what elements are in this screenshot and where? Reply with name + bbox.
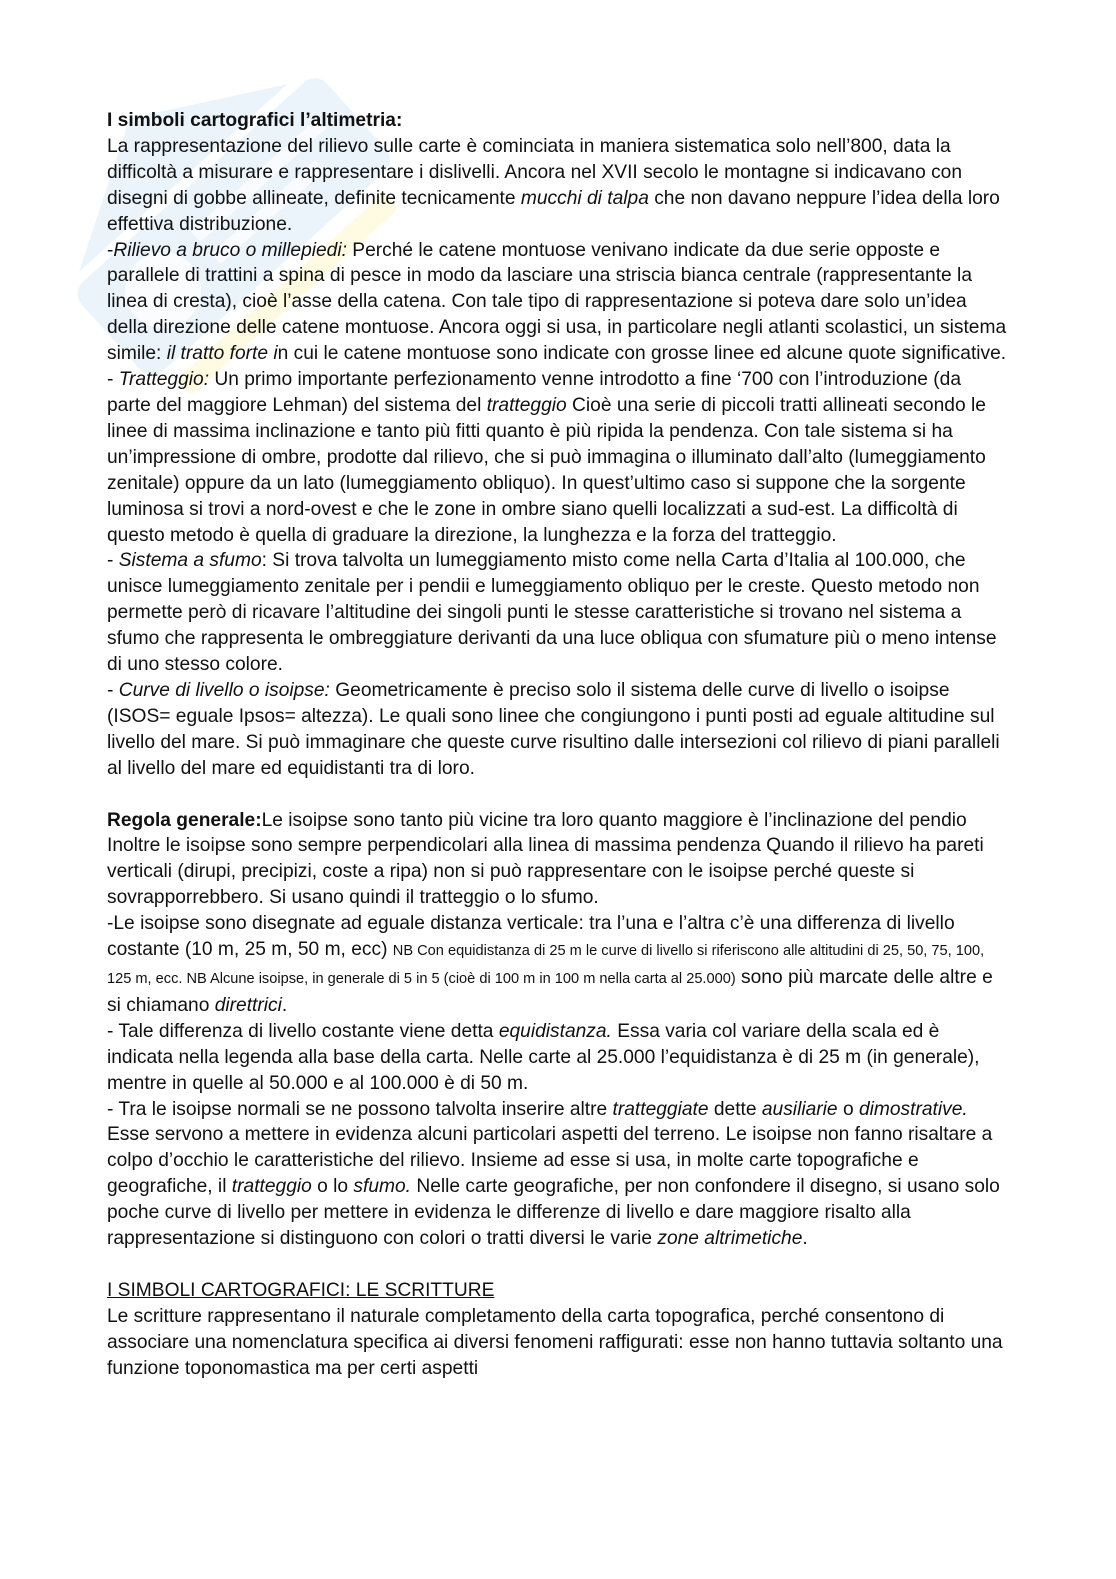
spacer xyxy=(107,782,1007,808)
paragraph-curve-di-livello: - Curve di livello o isoipse: Geometricamente è preciso solo il sistema delle curve di livello o isoipse (ISOS= eguale Ipsos= altezza). Le quali sono linee che congiungono i punti posti ad eguale altitudine sul livello del mare. Si può immaginare che queste curve risultino dalle intersezioni col rilievo di piani paralleli al livello del mare ed equidistanti tra di loro. xyxy=(107,679,1000,779)
paragraph-isoipse-ausiliarie: - Tra le isoipse normali se ne possono talvolta inserire altre tratteggiate dette ausiliarie o dimostrative. Esse servono a mettere in evidenza alcuni particolari aspetti del terreno. Le isoipse non fanno risaltare a colpo d’occhio le caratteristiche del rilievo. Insieme ad esse si usa, in molte carte topografiche e geografiche, il tratteggio o lo sfumo. Nelle carte geografiche, per non confondere il disegno, si usano solo poche curve di livello per mettere in evidenza le differenze di livello e dare maggiore risalto alla rappresentazione si distinguono con colori o tratti diversi le varie zone altrimetiche. xyxy=(107,1098,1000,1250)
section-title-scritture: I SIMBOLI CARTOGRAFICI: LE SCRITTURE xyxy=(107,1279,495,1301)
section-title-altimetria: I simboli cartografici l’altimetria: xyxy=(107,110,403,131)
paragraph-scritture: Le scritture rappresentano il naturale completamento della carta topografica, perché consentono di associare una nomenclatura specifica ai diversi fenomeni raffigurati: esse non hanno tuttavia soltanto una funzione toponomastica ma per certi aspetti xyxy=(107,1305,1003,1379)
paragraph-equidistanza: - Tale differenza di livello costante viene detta equidistanza. Essa varia col variare della scala ed è indicata nella legenda alla base della carta. Nelle carte al 25.000 l’equidistanza è di 25 m (in generale), mentre in quelle al 50.000 e al 100.000 è di 50 m. xyxy=(107,1020,980,1094)
paragraph-distanza-verticale: -Le isoipse sono disegnate ad eguale distanza verticale: tra l’una e l’altra c’è una differenza di livello costante (10 m, 25 m, 50 m, ecc) NB Con equidistanza di 25 m le curve di livello si riferiscono alle altitudini di 25, 50, 75, 100, 125 m, ecc. NB Alcune isoipse, in generale di 5 in 5 (cioè di 100 m in 100 m nella carta al 25.000) sono più marcate delle altre e si chiamano direttrici. xyxy=(107,913,993,1016)
paragraph-intro: La rappresentazione del rilievo sulle carte è cominciata in maniera sistematica solo nell’800, data la difficoltà a misurare e rappresentare i dislivelli. Ancora nel XVII secolo le montagne si indicavano con disegni di gobbe allineate, definite tecnicamente mucchi di talpa che non davano neppure l’idea della loro effettiva distribuzione. xyxy=(107,135,1000,235)
spacer xyxy=(107,1252,1007,1278)
paragraph-rilievo-a-bruco: -Rilievo a bruco o millepiedi: Perché le catene montuose venivano indicate da due serie opposte e parallele di trattini a spina di pesce in modo da lasciare una striscia bianca centrale (rappresentante la linea di cresta), cioè l’asse della catena. Con tale tipo di rappresentazione si poteva dare solo un’idea della direzione delle catene montuose. Ancora oggi si usa, in particolare negli atlanti scolastici, un sistema simile: il tratto forte in cui le catene montuose sono indicate con grosse linee ed alcune quote significative. xyxy=(107,239,1007,365)
paragraph-regola-generale: Regola generale:Le isoipse sono tanto più vicine tra loro quanto maggiore è l’inclinazione del pendio Inoltre le isoipse sono sempre perpendicolari alla linea di massima pendenza Quando il rilievo ha pareti verticali (dirupi, precipizi, coste a ripa) non si può rappresentare con le isoipse perché queste si sovrapporrebbero. Si usano quindi il tratteggio o lo sfumo. xyxy=(107,809,984,909)
paragraph-sistema-a-sfumo: - Sistema a sfumo: Si trova talvolta un lumeggiamento misto come nella Carta d’Italia al 100.000, che unisce lumeggiamento zenitale per i pendii e lumeggiamento obliquo per le creste. Questo metodo non permette però di ricavare l’altitudine dei singoli punti le stesse caratteristiche si trovano nel sistema a sfumo che rappresenta le ombreggiature derivanti da una luce obliqua con sfumature più o meno intense di uno stesso colore. xyxy=(107,550,997,676)
document-page xyxy=(107,108,1007,1382)
note-nb: NB Con equidistanza di 25 m le curve di livello si riferiscono alle altitudini di 25, 50, 75, 100, 125 m, ecc. NB Alcune isoipse, in generale di 5 in 5 (cioè di 100 m in 100 m nella carta al 25.000) xyxy=(107,943,985,987)
paragraph-tratteggio: - Tratteggio: Un primo importante perfezionamento venne introdotto a fine ‘700 con l’introduzione (da parte del maggiore Lehman) del sistema del tratteggio Cioè una serie di piccoli tratti allineati secondo le linee di massima inclinazione e tanto più fitti quanto è più ripida la pendenza. Con tale sistema si ha un’impressione di ombre, prodotte dal rilievo, che si può immagina o illuminato dall’alto (lumeggiamento zenitale) oppure da un lato (lumeggiamento obliquo). In quest’ultimo caso si suppone che la sorgente luminosa si trovi a nord-ovest e che le zone in ombre siano quelli localizzati a sud-est. La difficoltà di questo metodo è quella di graduare la direzione, la lunghezza e la forza del tratteggio. xyxy=(107,369,986,546)
